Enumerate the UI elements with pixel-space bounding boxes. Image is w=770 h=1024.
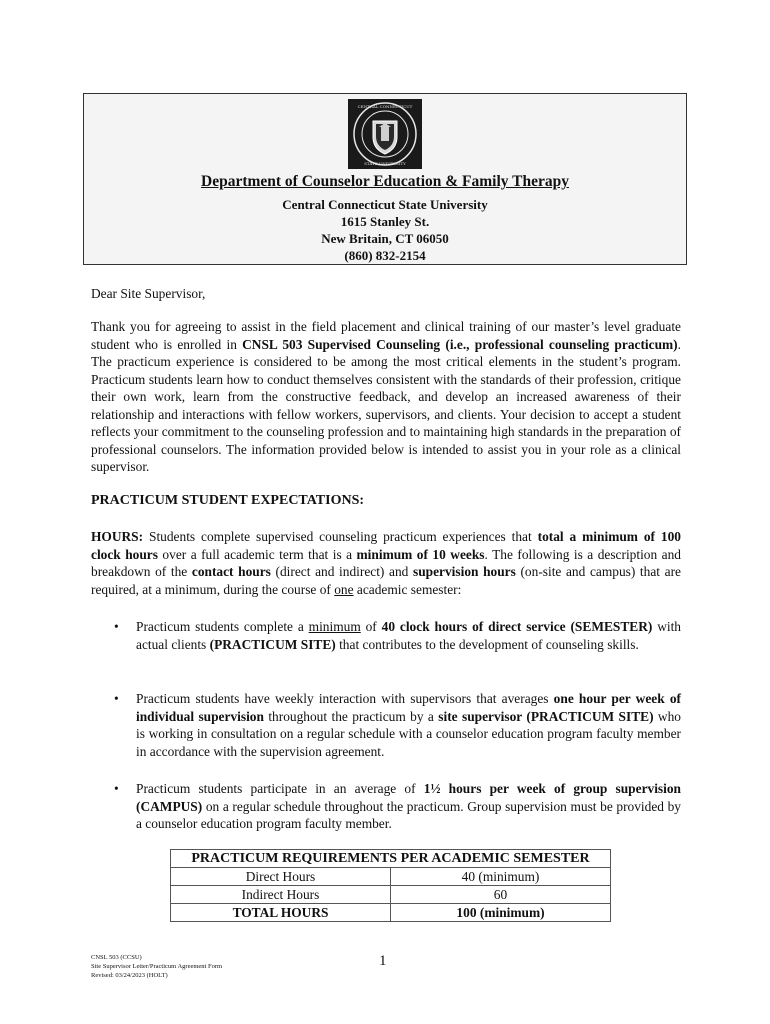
university-seal <box>348 99 422 169</box>
document-footer: CNSL 503 (CCSU) Site Supervisor Letter/Practicum Agreement Form Revised: 03/24/2023 (HOLT) <box>91 954 223 979</box>
page-number: 1 <box>379 953 387 969</box>
table-row: TOTAL HOURS 100 (minimum) <box>171 904 611 922</box>
letterhead <box>83 93 687 265</box>
salutation: Dear Site Supervisor, <box>91 286 206 301</box>
university-name: Central Connecticut State University <box>282 197 488 212</box>
requirements-table <box>170 849 611 922</box>
table-row: Indirect Hours 60 <box>171 886 611 904</box>
bullet-icon: • <box>114 619 119 634</box>
phone-number: (860) 832-2154 <box>344 248 426 263</box>
intro-paragraph: Thank you for agreeing to assist in the field placement and clinical training of our master’s level graduate student who is enrolled in CNSL 503 Supervised Counseling (i.e., professional counseling practicum). The practicum experience is considered to be among the most critical elements in the student’s program. Practicum students learn how to conduct themselves consistent with the standards of their profession, critique their own work, learn from the constructive feedback, and develop an increased awareness of their relationship and interactions with fellow workers, supervisors, and clients. Your decision to accept a student reflects your commitment to the counseling profession and to maintaining high standards in the preparation of professional counselors. The information provided below is intended to assist you in your role as a clinical supervisor. <box>91 319 682 474</box>
svg-text:STATE UNIVERSITY: STATE UNIVERSITY <box>364 161 406 166</box>
course-name: CNSL 503 Supervised Counseling (i.e., professional counseling practicum) <box>242 336 678 352</box>
hours-paragraph: HOURS: Students complete supervised counseling practicum experiences that total a minimum of 100 clock hours over a full academic term that is a minimum of 10 weeks. The following is a description and breakdown of the contact hours (direct and indirect) and supervision hours (on-site and campus) that are required, at a minimum, during the course of one academic semester: <box>91 529 681 597</box>
svg-text:CENTRAL CONNECTICUT: CENTRAL CONNECTICUT <box>357 104 413 109</box>
street-address: 1615 Stanley St. <box>340 214 430 229</box>
department-title: Department of Counselor Education & Family Therapy <box>201 173 569 190</box>
bullet-icon: • <box>114 781 119 796</box>
city-address: New Britain, CT 06050 <box>321 231 449 246</box>
section-heading: PRACTICUM STUDENT EXPECTATIONS: <box>91 493 365 508</box>
table-row: Direct Hours 40 (minimum) <box>171 868 611 886</box>
seal-icon <box>348 99 422 169</box>
bullet-icon: • <box>114 691 119 706</box>
table-title: PRACTICUM REQUIREMENTS PER ACADEMIC SEMESTER <box>171 850 611 868</box>
